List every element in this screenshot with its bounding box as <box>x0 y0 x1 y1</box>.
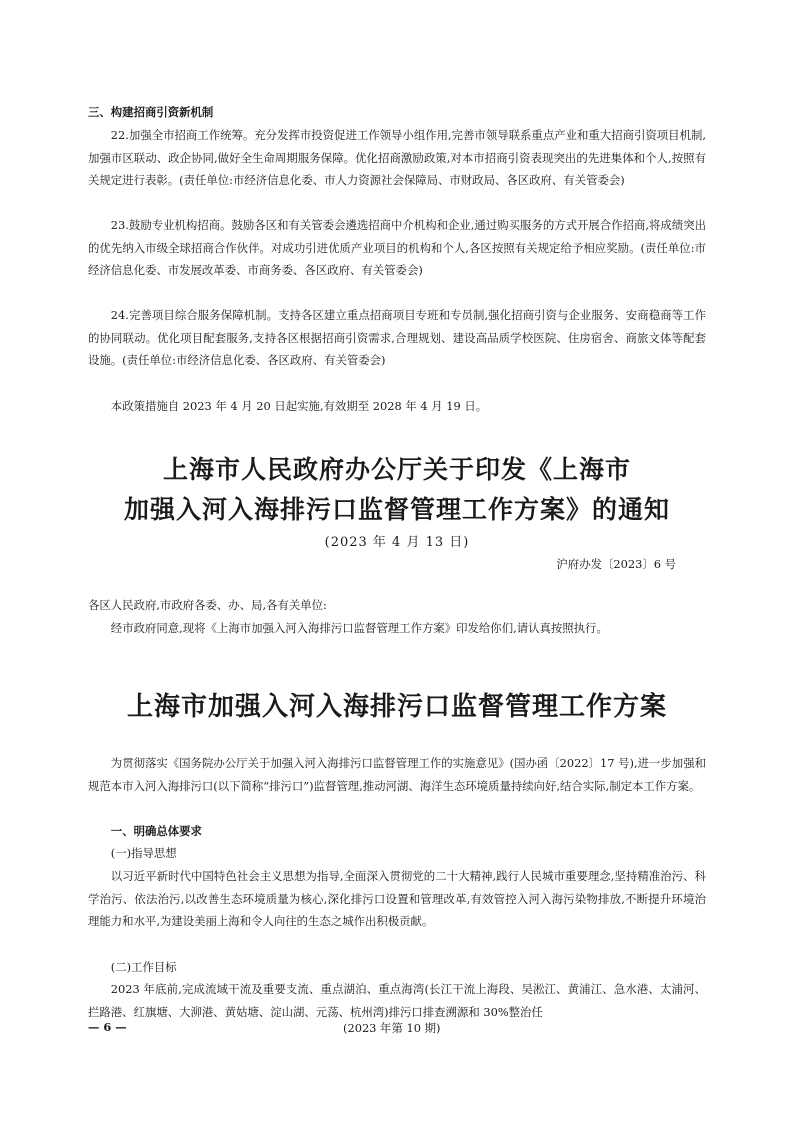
paragraph-item-24: 24.完善项目综合服务保障机制。支持各区建立重点招商项目专班和专员制,强化招商引资与企业服务、安商稳商等工作的协同联动。优化项目配套服务,支持各区根据招商引资需求,合理规划、建设高品质学校医院、住房宿舍、商旅文体等配套设施。(责任单位:市经济信息化委、各区政府、有关管委会) <box>88 308 706 368</box>
section-heading: 三、构建招商引资新机制 <box>88 105 214 119</box>
plan-title: 上海市加强入河入海排污口监督管理工作方案 <box>126 692 667 722</box>
issue-number: (2023 年第 10 期) <box>343 1021 441 1035</box>
subsection-2-heading: (二)工作目标 <box>110 960 177 974</box>
notice-title-line-1: 上海市人民政府办公厅关于印发《上海市 <box>162 455 631 484</box>
subsection-1-body: 以习近平新时代中国特色社会主义思想为指导,全面深入贯彻党的二十大精神,践行人民城市重要理念,坚持精准治污、科学治污、依法治污,以改善生态环境质量为核心,深化排污口设置和管理改革,有效管控入河入海污染物排放,不断提升环境治理能力和水平,为建设美丽上海和令人向往的生态之城作出积极贡献。 <box>88 869 706 929</box>
addressees: 各区人民政府,市政府各委、办、局,各有关单位: <box>88 598 327 612</box>
subsection-2-body: 2023 年底前,完成流域干流及重要支流、重点湖泊、重点海湾(长江干流上海段、吴淞江、黄浦江、急水港、太浦河、拦路港、红旗塘、大泖港、黄姑塘、淀山湖、元荡、杭州湾)排污口排查溯源和 30%整治任 <box>88 982 706 1019</box>
notice-body: 经市政府同意,现将《上海市加强入河入海排污口监督管理工作方案》印发给你们,请认真按照执行。 <box>110 621 608 635</box>
page-number: — 6 — <box>88 1020 127 1034</box>
document-number: 沪府办发〔2023〕6 号 <box>556 557 676 571</box>
document-page <box>88 0 706 1122</box>
notice-title-line-2: 加强入河入海排污口监督管理工作方案》的通知 <box>123 495 670 524</box>
paragraph-item-23: 23.鼓励专业机构招商。鼓励各区和有关管委会遴选招商中介机构和企业,通过购买服务的方式开展合作招商,将成绩突出的优先纳入市级全球招商合作伙伴。对成功引进优质产业项目的机构和个人,各区按照有关规定给予相应奖励。(责任单位:市经济信息化委、市发展改革委、市商务委、各区政府、有关管委会) <box>88 218 706 278</box>
effective-date-paragraph: 本政策措施自 2023 年 4 月 20 日起实施,有效期至 2028 年 4 月 19 日。 <box>110 399 488 413</box>
notice-date: (2023 年 4 月 13 日) <box>324 535 470 550</box>
plan-intro: 为贯彻落实《国务院办公厅关于加强入河入海排污口监督管理工作的实施意见》(国办函〔2022〕17 号),进一步加强和规范本市入河入海排污口(以下简称“排污口”)监督管理,推动河湖、海洋生态环境质量持续向好,结合实际,制定本工作方案。 <box>88 756 706 793</box>
subsection-1-heading: (一)指导思想 <box>110 846 177 860</box>
paragraph-item-22: 22.加强全市招商工作统筹。充分发挥市投资促进工作领导小组作用,完善市领导联系重点产业和重大招商引资项目机制,加强市区联动、政企协同,做好全生命周期服务保障。优化招商激励政策,对本市招商引资表现突出的先进集体和个人,按照有关规定进行表彰。(责任单位:市经济信息化委、市人力资源社会保障局、市财政局、各区政府、有关管委会) <box>88 128 706 188</box>
part-1-heading: 一、明确总体要求 <box>110 824 202 838</box>
